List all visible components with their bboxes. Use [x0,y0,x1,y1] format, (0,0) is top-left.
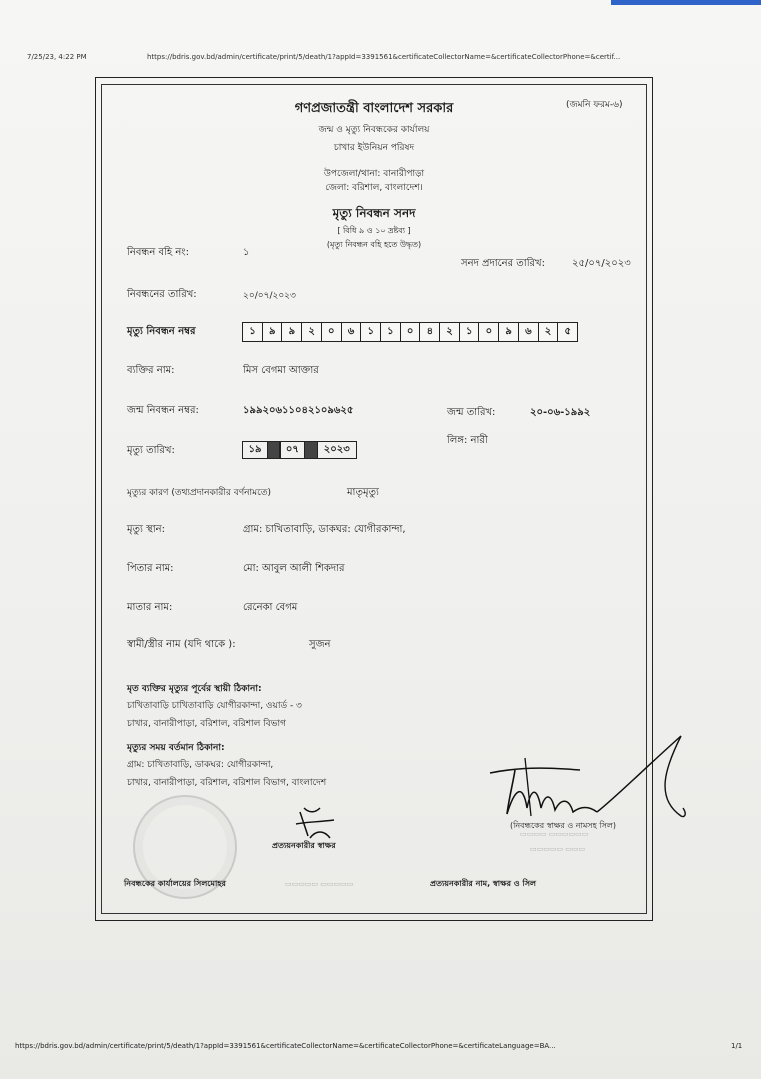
rule-reference: [ বিধি ৯ ও ১০ দ্রষ্টব্য ] [337,226,411,235]
dob-label: জন্ম তারিখ: [447,407,496,418]
print-url: https://bdris.gov.bd/admin/certificate/print/5/death/1?appId=3391561&certificateCollectorName=&certificateCollectorPhone=&certif... [147,53,621,61]
govt-name: গণপ্রজাতন্ত্রী বাংলাদেশ সরকার [294,101,454,116]
name-value: মিস বেগমা আক্তার [243,365,319,376]
issue-date-label: সনদ প্রদানের তারিখ: [461,258,545,269]
death-date-day: ১৯ [242,441,268,459]
birth-reg-no-label: জন্ম নিবন্ধন নম্বর: [127,405,199,416]
cause-value: মাতৃমৃত্যু [347,487,379,498]
father-value: মো: আবুল আলী শিকদার [243,563,345,574]
death-reg-digit: ৬ [518,322,539,342]
death-reg-digit: ১ [380,322,401,342]
spouse-label: স্বামী/স্ত্রীর নাম (যদি থাকে ): [127,639,236,650]
permanent-address-line2: চাখার, বানারীপাড়া, বরিশাল, বরিশাল বিভাগ [127,719,286,729]
form-number: (জমনি ফরম-৬) [566,100,623,110]
death-date-month: ০৭ [279,441,305,459]
rule-subtitle: (মৃত্যু নিবন্ধন বহি হতে উদ্ধৃত) [326,240,422,249]
death-reg-digit: ২ [439,322,460,342]
death-place-label: মৃত্যু স্থান: [127,524,165,535]
spouse-value: সুজন [309,639,331,650]
sex-label: লিঙ্গ: নারী [447,435,488,446]
death-reg-no-label: মৃত্যু নিবন্ধন নম্বর [127,326,196,337]
faded-stamp-text: ▭▭▭▭ ▭▭▭▭▭▭ [520,830,589,838]
death-reg-digit: ২ [301,322,322,342]
dob-value: ২০-০৬-১৯৯২ [530,407,591,418]
death-reg-digit: ১ [360,322,381,342]
register-book-value: ১ [243,247,250,258]
death-reg-no-boxes [242,322,578,342]
registrar-signature-label: (নিবন্ধকের স্বাক্ষর ও নামসহ সিল) [510,821,616,830]
faded-stamp-text: ▭▭▭▭▭ ▭▭▭ [530,845,586,853]
name-label: ব্যক্তির নাম: [127,365,175,376]
permanent-address-line1: চাখিতাবাড়ি চাখিতাবাড়ি যোগীরকান্দা, ওয়ার্ড - ৩ [127,701,302,711]
current-address-line2: চাখার, বানারীপাড়া, বরিশাল, বরিশাল বিভাগ, বাংলাদেশ [127,778,327,788]
office-seal-label: নিবন্ধকের কার্যালয়ের সিলমোহর [124,879,226,888]
death-reg-digit: ৫ [557,322,578,342]
birth-reg-no-value: ১৯৯২০৬১১০৪২১০৯৬২৫ [243,405,354,416]
print-page-count: 1/1 [731,1042,743,1050]
death-reg-digit: ৬ [341,322,362,342]
register-book-label: নিবন্ধন বহি নং: [127,247,189,258]
death-date-boxes [242,441,357,459]
death-reg-digit: ৯ [281,322,302,342]
death-reg-digit: ০ [400,322,421,342]
office-name: জন্ম ও মৃত্যু নিবন্ধকের কার্যালয় [318,125,430,135]
registration-date-label: নিবন্ধনের তারিখ: [127,289,197,300]
father-label: পিতার নাম: [127,563,174,574]
print-footer-url: https://bdris.gov.bd/admin/certificate/print/5/death/1?appId=3391561&certificateCollectorName=&certificateCollectorPhone=&certificateLanguage=BA... [15,1042,556,1050]
verifier-signature [290,804,340,844]
certificate-title: মৃত্যু নিবন্ধন সনদ [332,206,416,220]
death-reg-digit: ২ [538,322,559,342]
current-address-line1: গ্রাম: চাখিতাবাড়ি, ডাকঘর: যোগীরকান্দা, [127,760,274,770]
current-address-label: মৃত্যুর সময় বর্তমান ঠিকানা: [127,743,225,753]
death-reg-digit: ০ [321,322,342,342]
registration-date-value: ২০/০৭/২০২৩ [243,291,296,301]
union-name: চাখার ইউনিয়ন পরিষদ [333,143,415,153]
mother-value: রেনেকা বেগম [243,602,298,613]
death-reg-digit: ৯ [498,322,519,342]
browser-edge [611,0,761,5]
issue-date-value: ২৫/০৭/২০২৩ [572,258,631,269]
verifier-signature-label: প্রত্যয়নকারীর স্বাক্ষর [272,841,336,850]
district: জেলা: বরিশাল, বাংলাদেশ। [325,183,423,193]
death-reg-digit: ১ [459,322,480,342]
death-reg-digit: ১ [242,322,263,342]
death-reg-digit: ০ [478,322,499,342]
death-place-value: গ্রাম: চাখিতাবাড়ি, ডাকঘর: যোগীরকান্দা, [243,524,406,535]
faded-stamp-text: ▭▭▭▭▭ ▭▭▭▭▭ [285,880,354,888]
verifier-name-label: প্রত্যয়নকারীর নাম, স্বাক্ষর ও সিল [430,879,536,888]
print-datetime: 7/25/23, 4:22 PM [27,53,87,61]
cause-label: মৃত্যুর কারণ (তথ্যপ্রদানকারীর বর্ণনামতে) [127,488,272,498]
permanent-address-label: মৃত ব্যক্তির মৃত্যুর পূর্বের স্থায়ী ঠিকানা: [127,684,262,694]
death-date-year: ২০২৩ [317,441,357,459]
death-reg-digit: ৯ [262,322,283,342]
registrar-signature [485,728,690,823]
death-date-label: মৃত্যু তারিখ: [127,445,175,456]
upazila: উপজেলা/থানা: বানারীপাড়া [323,169,425,179]
death-reg-digit: ৪ [419,322,440,342]
mother-label: মাতার নাম: [127,602,173,613]
